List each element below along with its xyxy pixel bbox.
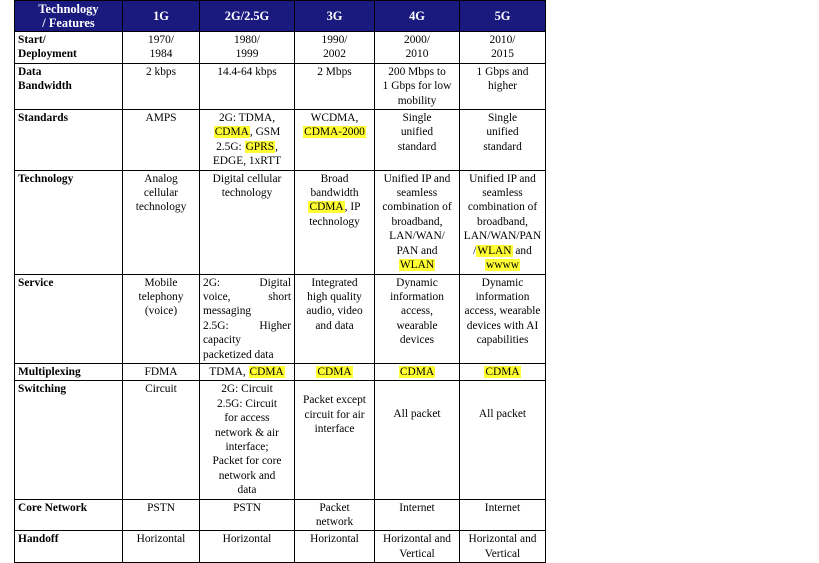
cell-service-3g: Integrated high quality audio, video and data <box>295 274 375 363</box>
row-service <box>15 274 546 363</box>
cell-technology-3g: Broad bandwidth CDMA, IP technology <box>295 170 375 274</box>
cell-start-3g: 1990/ 2002 <box>295 32 375 64</box>
cell-service-5g: Dynamic information access, wearable devices with AI capabilities <box>460 274 546 363</box>
cell-bandwidth-2g: 14.4-64 kbps <box>200 63 295 109</box>
highlight-cdma: CDMA <box>249 365 284 378</box>
label-data-bandwidth: Data Bandwidth <box>15 63 123 109</box>
header-2g: 2G/2.5G <box>200 1 295 32</box>
label-start-deployment: Start/ Deployment <box>15 32 123 64</box>
cell-switching-1g: Circuit <box>123 381 200 499</box>
label-switching: Switching <box>15 381 123 499</box>
cell-handoff-1g: Horizontal <box>123 531 200 563</box>
cell-multiplexing-1g: FDMA <box>123 363 200 380</box>
highlight-cdma: CDMA <box>399 365 435 378</box>
row-data-bandwidth <box>15 63 546 109</box>
row-start-deployment <box>15 32 546 64</box>
cell-technology-4g: Unified IP and seamless combination of broadband, LAN/WAN/ PAN and WLAN <box>375 170 460 274</box>
highlight-wwww: wwww <box>486 259 519 272</box>
cell-bandwidth-3g: 2 Mbps <box>295 63 375 109</box>
cell-technology-2g: Digital cellular technology <box>200 170 295 274</box>
cell-service-4g: Dynamic information access, wearable devices <box>375 274 460 363</box>
row-handoff <box>15 531 546 563</box>
cell-handoff-2g: Horizontal <box>200 531 295 563</box>
cell-multiplexing-5g <box>460 363 546 380</box>
cell-core-3g: Packet network <box>295 499 375 531</box>
row-technology <box>15 170 546 274</box>
highlight-cdma: CDMA <box>214 126 249 139</box>
cell-multiplexing-3g <box>295 363 375 380</box>
label-technology: Technology <box>15 170 123 274</box>
highlight-cdma: CDMA <box>485 365 520 378</box>
header-3g: 3G <box>295 1 375 32</box>
header-5g: 5G <box>460 1 546 32</box>
cell-bandwidth-1g: 2 kbps <box>123 63 200 109</box>
row-core-network <box>15 499 546 531</box>
label-handoff: Handoff <box>15 531 123 563</box>
cell-bandwidth-4g: 200 Mbps to 1 Gbps for low mobility <box>375 63 460 109</box>
cell-switching-2g: 2G: Circuit 2.5G: Circuit for access network & air interface; Packet for core network and data <box>200 381 295 499</box>
cell-start-4g: 2000/ 2010 <box>375 32 460 64</box>
row-standards <box>15 110 546 171</box>
header-row <box>15 1 546 32</box>
cell-technology-5g: Unified IP and seamless combination of broadband, LAN/WAN/PAN /WLAN and wwww <box>460 170 546 274</box>
cell-start-2g: 1980/ 1999 <box>200 32 295 64</box>
cell-standards-2g: 2G: TDMA, CDMA, GSM 2.5G: GPRS, EDGE, 1xRTT <box>200 110 295 171</box>
highlight-cdma2000: CDMA-2000 <box>304 126 365 139</box>
cell-core-2g: PSTN <box>200 499 295 531</box>
header-1g: 1G <box>123 1 200 32</box>
label-standards: Standards <box>15 110 123 171</box>
cell-standards-4g: Single unified standard <box>375 110 460 171</box>
highlight-wlan: WLAN <box>477 244 512 257</box>
cell-handoff-4g: Horizontal and Vertical <box>375 531 460 563</box>
cell-core-1g: PSTN <box>123 499 200 531</box>
cell-handoff-3g: Horizontal <box>295 531 375 563</box>
cell-technology-1g: Analog cellular technology <box>123 170 200 274</box>
highlight-cdma: CDMA <box>309 201 344 214</box>
label-service: Service <box>15 274 123 363</box>
cell-service-1g: Mobile telephony (voice) <box>123 274 200 363</box>
header-features: Technology / Features <box>15 1 123 32</box>
cell-switching-5g: All packet <box>460 381 546 499</box>
highlight-wlan: WLAN <box>399 259 435 272</box>
cell-switching-4g: All packet <box>375 381 460 499</box>
cell-multiplexing-4g <box>375 363 460 380</box>
label-multiplexing: Multiplexing <box>15 363 123 380</box>
header-4g: 4G <box>375 1 460 32</box>
cell-start-5g: 2010/ 2015 <box>460 32 546 64</box>
highlight-gprs: GPRS <box>245 140 275 153</box>
generations-comparison-table <box>14 0 546 563</box>
cell-core-4g: Internet <box>375 499 460 531</box>
cell-core-5g: Internet <box>460 499 546 531</box>
cell-service-2g: 2G: Digital voice, short messaging 2.5G: Higher capacity packetized data <box>200 274 295 363</box>
row-multiplexing <box>15 363 546 380</box>
label-core-network: Core Network <box>15 499 123 531</box>
cell-switching-3g: Packet except circuit for air interface <box>295 381 375 499</box>
cell-standards-1g: AMPS <box>123 110 200 171</box>
cell-standards-5g: Single unified standard <box>460 110 546 171</box>
cell-bandwidth-5g: 1 Gbps and higher <box>460 63 546 109</box>
cell-handoff-5g: Horizontal and Vertical <box>460 531 546 563</box>
cell-multiplexing-2g: TDMA, CDMA <box>200 363 295 380</box>
cell-standards-3g: WCDMA, CDMA-2000 <box>295 110 375 171</box>
cell-start-1g: 1970/ 1984 <box>123 32 200 64</box>
row-switching <box>15 381 546 499</box>
highlight-cdma: CDMA <box>317 365 352 378</box>
